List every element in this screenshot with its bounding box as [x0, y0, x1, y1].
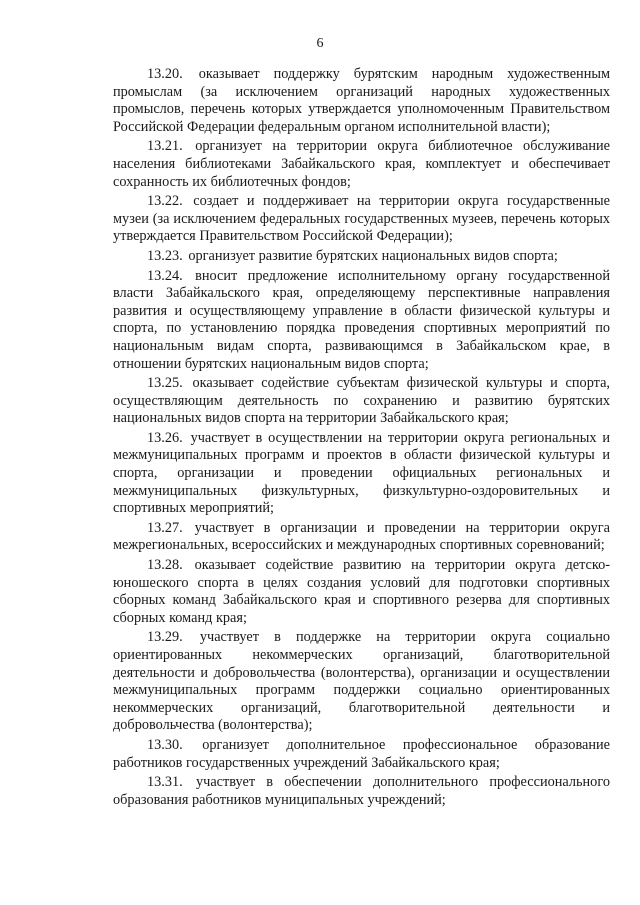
paragraph-13-24 — [113, 268, 610, 374]
paragraph-text: вносит предложение исполнительному органу государственной власти Забайкальского края, определяющему перспективные направления развития и осуществляющему управление в области физической культуры и спорта, по установлению порядка проведения спортивных мероприятий по национальным видам спорта, развивающимся в Забайкальском крае, в отношении бурятских национальным видов спорта; — [113, 267, 610, 372]
paragraph-text: организует дополнительное профессиональное образование работников государственных учреждений Забайкальского края; — [113, 736, 610, 771]
paragraph-number: 13.22. — [147, 193, 183, 210]
paragraph-number: 13.31. — [147, 774, 183, 791]
paragraph-number: 13.26. — [147, 429, 183, 446]
paragraph-13-23 — [113, 248, 610, 266]
paragraph-text: организует на территории округа библиотечное обслуживание населения библиотеками Забайкальского края, комплектует и обеспечивает сохранность их библиотечных фондов; — [113, 138, 610, 190]
paragraph-text: оказывает поддержку бурятским народным художественным промыслам (за исключением организаций народных художественных промыслов, перечень которых утверждается уполномоченным Правительством Российской Федерации федеральным органом исполнительной власти); — [113, 66, 610, 135]
paragraph-13-25 — [113, 375, 610, 428]
paragraph-13-22 — [113, 193, 610, 246]
paragraph-number: 13.23. — [147, 247, 183, 264]
paragraph-13-28 — [113, 557, 610, 627]
paragraph-13-31 — [113, 774, 610, 809]
page-number: 6 — [316, 36, 324, 51]
paragraph-text: участвует в обеспечении дополнительного профессионального образования работников муниципальных учреждений; — [113, 774, 610, 808]
paragraph-text: участвует в осуществлении на территории округа региональных и межмуниципальных программ и проектов в области физической культуры и спорта, организации и проведении официальных региональных и межмуниципальных физкультурных, физкультурно-оздоровительных и спортивных мероприятий; — [113, 429, 610, 517]
paragraph-text: участвует в организации и проведении на территории округа межрегиональных, всероссийских и международных спортивных соревнований; — [113, 519, 610, 554]
paragraph-number: 13.21. — [147, 138, 183, 155]
paragraph-13-27 — [113, 520, 610, 555]
paragraph-number: 13.29. — [147, 629, 183, 646]
paragraph-text: участвует в поддержке на территории округа социально ориентированных некоммерческих организаций, благотворительной деятельности и добровольчества (волонтерства), организации и осуществлении межмуниципальных программ поддержки социально ориентированных некоммерческих организаций, благотворительной деятельности и добровольчества (волонтерства); — [113, 629, 610, 734]
paragraph-text: оказывает содействие субъектам физической культуры и спорта, осуществляющим деятельность по сохранению и развитию бурятских национальных видов спорта на территории Забайкальского края; — [113, 375, 610, 427]
paragraph-13-29 — [113, 629, 610, 735]
paragraph-text: организует развитие бурятских национальных видов спорта; — [188, 247, 558, 264]
paragraph-13-26 — [113, 430, 610, 518]
paragraph-number: 13.28. — [147, 557, 183, 574]
paragraph-number: 13.30. — [147, 736, 183, 753]
paragraph-13-21 — [113, 138, 610, 191]
paragraph-number: 13.24. — [147, 267, 183, 284]
paragraph-13-20 — [113, 66, 610, 136]
paragraph-text: оказывает содействие развитию на территории округа детско-юношеского спорта в целях создания условий для подготовки спортивных сборных команд Забайкальского края и спортивного резерва для спортивных сборных команд края; — [113, 557, 610, 626]
paragraph-number: 13.20. — [147, 66, 183, 82]
paragraph-text: создает и поддерживает на территории округа государственные музеи (за исключением федеральных государственных музеев, перечень которых утверждается Правительством Российской Федерации); — [113, 193, 610, 245]
paragraph-number: 13.27. — [147, 519, 183, 536]
paragraph-13-30 — [113, 737, 610, 772]
paragraph-number: 13.25. — [147, 375, 183, 392]
document-body — [113, 66, 610, 811]
